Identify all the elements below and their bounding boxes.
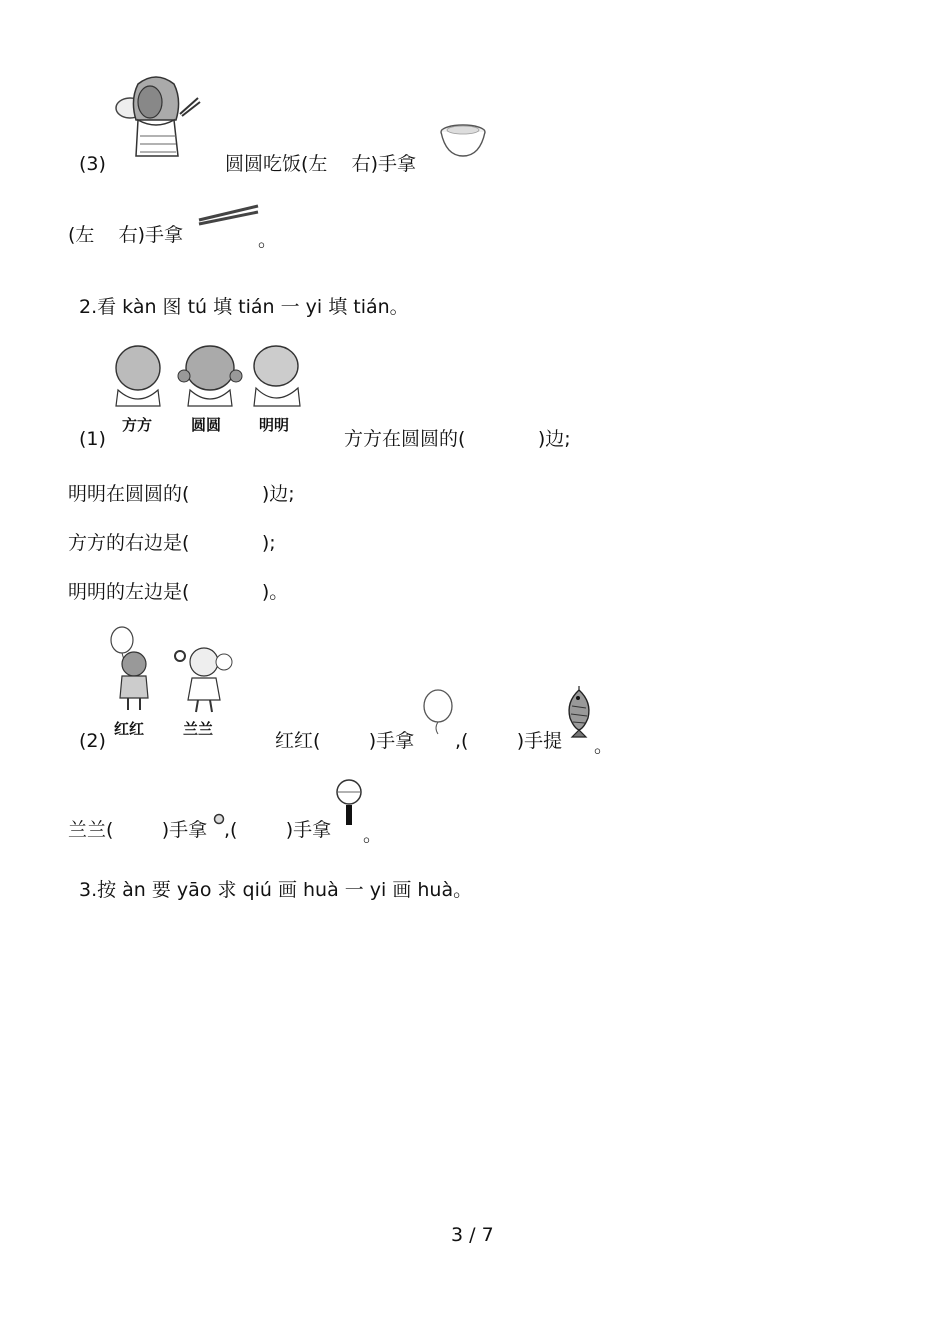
question-2-2-number: (2) — [79, 730, 106, 752]
question-2-title: 2.看 kàn 图 tú 填 tián 一 yi 填 tián。 — [79, 296, 409, 318]
child-label-yuanyuan: 圆圆 — [191, 416, 222, 434]
three-children-picture — [108, 342, 308, 408]
question-2-1-line4: 明明的左边是( )。 — [68, 581, 289, 603]
child-label-mingming: 明明 — [259, 416, 290, 434]
question-2-2-line2-end: 。 — [363, 824, 383, 846]
girl-eating-picture — [108, 70, 204, 160]
question-1-3-number: (3) — [79, 153, 106, 175]
chopsticks-picture — [196, 202, 262, 228]
paddle-icon — [334, 779, 364, 827]
two-girls-picture — [108, 626, 238, 714]
question-1-3-line1: 圆圆吃饭(左 右)手拿 — [225, 153, 416, 175]
question-2-2-line1-part2: ,( )手提 — [455, 730, 563, 752]
page-number: 3 / 7 — [451, 1224, 494, 1246]
question-2-1-line1: 方方在圆圆的( )边; — [344, 428, 571, 450]
girl-label-honghong: 红红 — [114, 720, 145, 738]
question-2-1-line2: 明明在圆圆的( )边; — [68, 483, 295, 505]
question-1-3-end: 。 — [258, 229, 278, 251]
question-2-2-line1-part1: 红红( )手拿 — [275, 730, 415, 752]
question-2-1-number: (1) — [79, 428, 106, 450]
fish-icon — [564, 686, 594, 738]
question-2-2-line1-end: 。 — [594, 735, 614, 757]
balloon-icon — [420, 688, 456, 736]
question-1-3-line2: (左 右)手拿 — [68, 224, 183, 246]
question-3-title: 3.按 àn 要 yāo 求 qiú 画 huà 一 yi 画 huà。 — [79, 879, 473, 901]
rice-bowl-picture — [438, 122, 488, 160]
girl-label-lanlan: 兰兰 — [183, 720, 214, 738]
question-2-1-line3: 方方的右边是( ); — [68, 532, 276, 554]
question-2-2-line2-part1: 兰兰( )手拿 — [68, 819, 208, 841]
question-2-2-line2-part2: ,( )手拿 — [224, 819, 332, 841]
child-label-fangfang: 方方 — [122, 416, 153, 434]
